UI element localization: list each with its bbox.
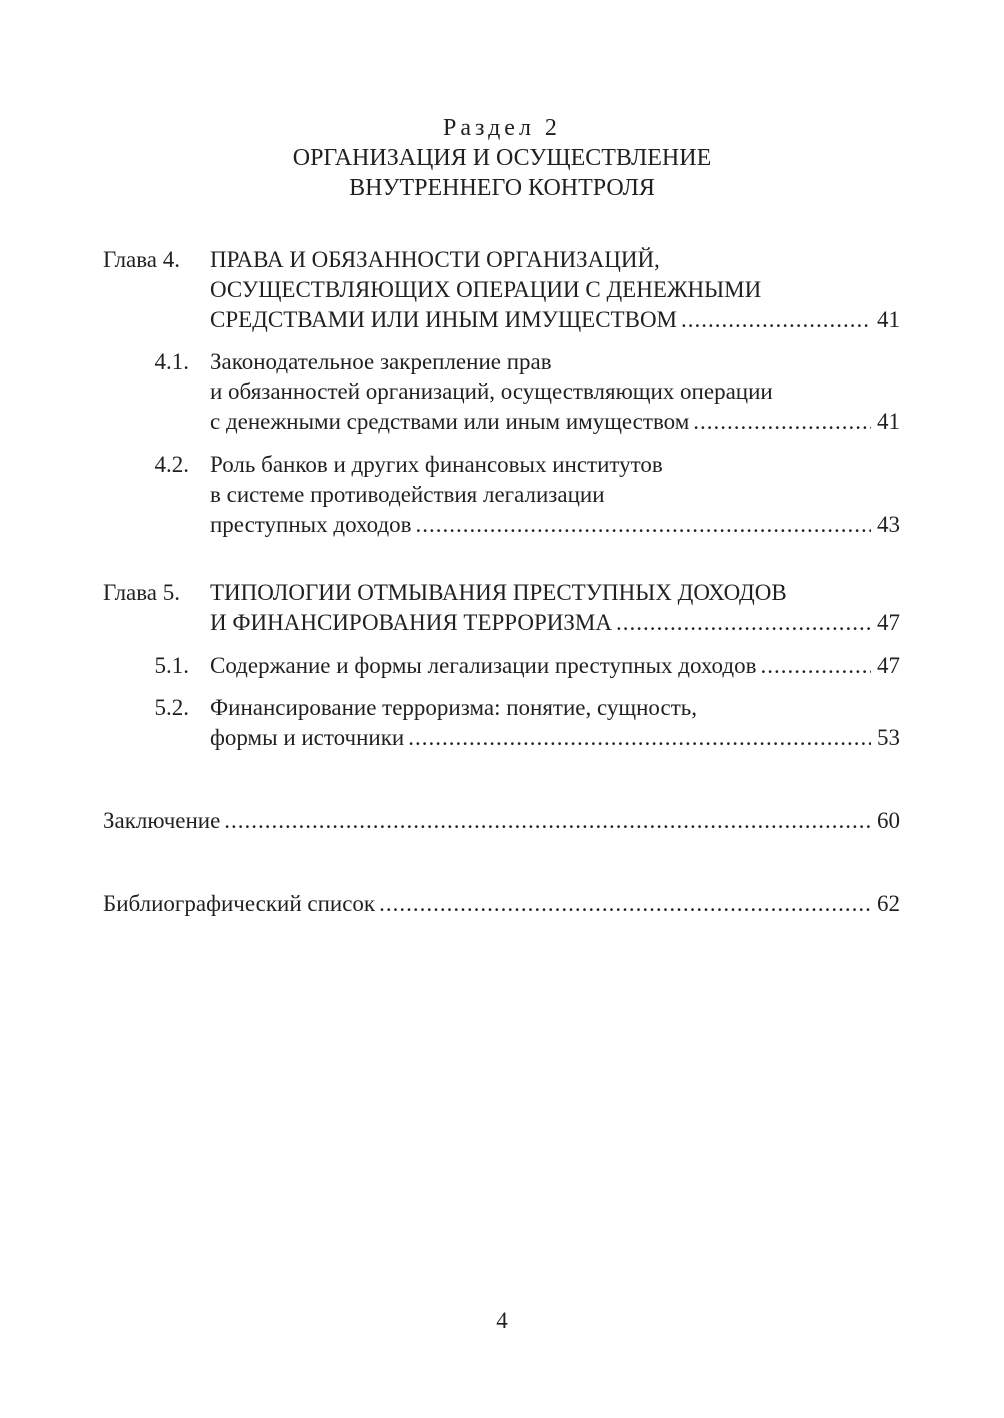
dot-leader (693, 407, 871, 437)
dot-leader (408, 723, 871, 753)
subsection-4-1-entry[interactable] (210, 407, 900, 437)
subsection-5-2-entry[interactable] (210, 723, 900, 753)
chapter5-title-line2: И ФИНАНСИРОВАНИЯ ТЕРРОРИЗМА (210, 610, 612, 635)
section-label: Раздел 2 (443, 115, 561, 141)
bibliography-page: 62 (877, 891, 900, 916)
section-title-line1: ОРГАНИЗАЦИЯ И ОСУЩЕСТВЛЕНИЕ (292, 145, 712, 171)
subsection-5-2-page: 53 (877, 725, 900, 750)
chapter4-title-line3: СРЕДСТВАМИ ИЛИ ИНЫМ ИМУЩЕСТВОМ (210, 307, 678, 332)
subsection-5-1-page: 47 (877, 653, 900, 678)
subsection-5-2-line1: Финансирование терроризма: понятие, сущность, (210, 695, 697, 720)
page-number: 4 (496, 1308, 508, 1333)
chapter5-number: Глава 5. (103, 580, 181, 605)
conclusion-page: 60 (877, 808, 900, 833)
subsection-4-2-line2: в системе противодействия легализации (210, 482, 605, 507)
chapter5-title-line1: ТИПОЛОГИИ ОТМЫВАНИЯ ПРЕСТУПНЫХ ДОХОДОВ (210, 580, 787, 605)
chapter5-page: 47 (877, 610, 900, 635)
subsection-4-2-line1: Роль банков и других финансовых институтов (210, 452, 663, 477)
dot-leader (616, 608, 871, 638)
bibliography-title: Библиографический список (103, 891, 376, 916)
subsection-4-2-page: 43 (877, 512, 900, 537)
dot-leader (416, 510, 871, 540)
dot-leader (760, 651, 871, 681)
subsection-4-1-line2: и обязанностей организаций, осуществляющих операции (210, 379, 773, 404)
section-title-line2: ВНУТРЕННЕГО КОНТРОЛЯ (349, 175, 655, 201)
chapter4-page: 41 (877, 307, 900, 332)
chapter4-entry[interactable] (210, 305, 900, 335)
chapter4-title-line1: ПРАВА И ОБЯЗАННОСТИ ОРГАНИЗАЦИЙ, (210, 247, 660, 272)
subsection-5-2-number: 5.2. (154, 695, 189, 720)
subsection-4-2-entry[interactable] (210, 510, 900, 540)
dot-leader (681, 305, 871, 335)
subsection-4-2-line3: преступных доходов (210, 512, 412, 537)
chapter4-number: Глава 4. (103, 247, 181, 272)
subsection-4-1-number: 4.1. (154, 349, 189, 374)
bibliography-entry[interactable] (103, 889, 900, 919)
conclusion-entry[interactable] (103, 806, 900, 836)
subsection-5-1-line1: Содержание и формы легализации преступных доходов (210, 653, 757, 678)
subsection-4-1-line1: Законодательное закрепление прав (210, 349, 552, 374)
conclusion-title: Заключение (103, 808, 221, 833)
chapter5-entry[interactable] (210, 608, 900, 638)
subsection-4-2-number: 4.2. (154, 452, 189, 477)
subsection-5-1-entry[interactable] (210, 651, 900, 681)
chapter4-title-line2: ОСУЩЕСТВЛЯЮЩИХ ОПЕРАЦИИ С ДЕНЕЖНЫМИ (210, 277, 762, 302)
subsection-4-1-line3: с денежными средствами или иным имуществом (210, 409, 690, 434)
subsection-4-1-page: 41 (877, 409, 900, 434)
dot-leader (224, 806, 871, 836)
subsection-5-2-line2: формы и источники (210, 725, 405, 750)
dot-leader (379, 889, 871, 919)
subsection-5-1-number: 5.1. (154, 653, 189, 678)
